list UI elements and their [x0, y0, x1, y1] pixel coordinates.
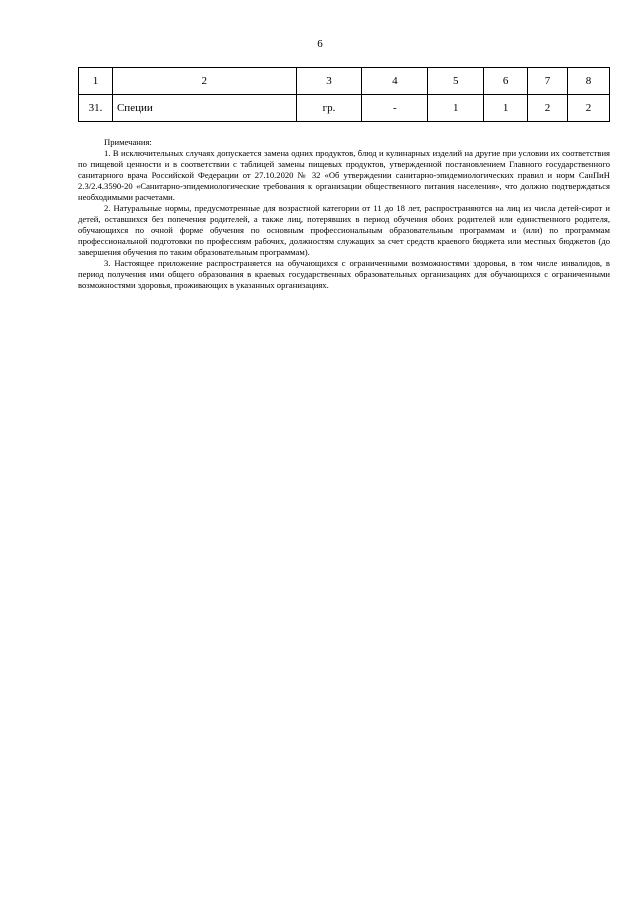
- note-paragraph: 2. Натуральные нормы, предусмотренные для возрастной категории от 11 до 18 лет, распространяются на лиц из числа детей-сирот и детей, оставшихся без попечения родителей, а также лиц, потерявших в период обучения обоих родителей или единственного родителя, обучающихся по очной форме обучения по основным профессиональным образовательным программам и (или) по программам профессиональной подготовки по профессиям рабочих, должностям служащих за счет средств краевого бюджета или местных бюджетов (до завершения обучения по таким образовательным программам).: [78, 203, 610, 257]
- value-cell: 1: [428, 95, 484, 122]
- table-header-cell: 7: [528, 68, 568, 95]
- value-cell: 2: [568, 95, 610, 122]
- table-header-cell: 5: [428, 68, 484, 95]
- notes-heading: Примечания:: [104, 137, 152, 147]
- table-header-cell: 8: [568, 68, 610, 95]
- value-cell: -: [362, 95, 428, 122]
- table-header-cell: 4: [362, 68, 428, 95]
- table-row: [79, 95, 610, 122]
- value-cell: 1: [484, 95, 528, 122]
- norms-table: [78, 67, 610, 122]
- table-header-cell: 6: [484, 68, 528, 95]
- value-cell: 2: [528, 95, 568, 122]
- unit-cell: гр.: [296, 95, 362, 122]
- notes-section: [78, 137, 610, 291]
- note-paragraph: 1. В исключительных случаях допускается замена одних продуктов, блюд и кулинарных изделий на другие при условии их соответствия по пищевой ценности и в соответствии с таблицей замены пищевых продуктов, утвержденной постановлением Главного государственного санитарного врача Российской Федерации от 27.10.2020 № 32 «Об утверждении санитарно-эпидемиологических правил и норм СанПиН 2.3/2.4.3590-20 «Санитарно-эпидемиологические требования к организации общественного питания населения», что должно подтверждаться необходимыми расчетами.: [78, 148, 610, 202]
- product-name-cell: Специи: [112, 95, 296, 122]
- table-header-row: [79, 68, 610, 95]
- page-number: 6: [317, 38, 323, 50]
- table-header-cell: 3: [296, 68, 362, 95]
- table-header-cell: 1: [79, 68, 113, 95]
- row-number-cell: 31.: [79, 95, 113, 122]
- table-header-cell: 2: [112, 68, 296, 95]
- note-paragraph: 3. Настоящее приложение распространяется на обучающихся с ограниченными возможностями здоровья, в том числе инвалидов, в период получения ими общего образования в краевых государственных образовательных организациях для обучающихся с ограниченными возможностями здоровья, проживающих в указанных организациях.: [78, 258, 610, 290]
